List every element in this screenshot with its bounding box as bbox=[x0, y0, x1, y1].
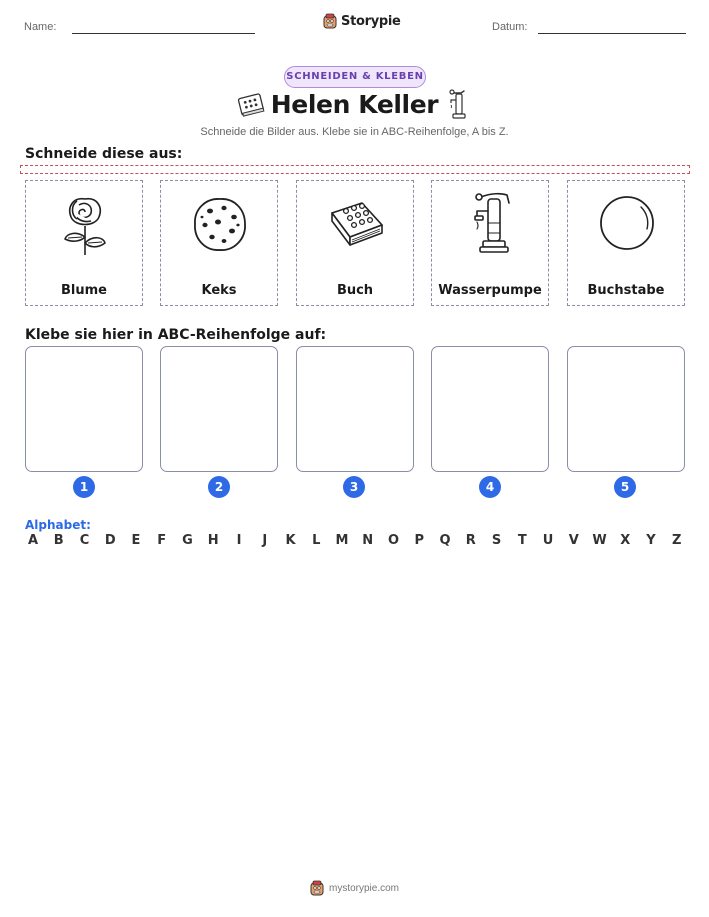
alphabet-letter: V bbox=[568, 533, 579, 548]
slot-number-badge: 5 bbox=[614, 476, 636, 498]
card-label: Blume bbox=[61, 283, 107, 298]
date-label: Datum: bbox=[492, 21, 528, 33]
alphabet-row bbox=[25, 533, 685, 548]
alphabet-letter: M bbox=[335, 533, 349, 548]
activity-badge: SCHNEIDEN & KLEBEN bbox=[284, 66, 426, 88]
cut-card-keks[interactable] bbox=[160, 180, 278, 306]
paste-slot-3[interactable] bbox=[296, 346, 414, 472]
alphabet-letter: D bbox=[104, 533, 116, 548]
name-label: Name: bbox=[24, 21, 57, 33]
paste-slot-1[interactable] bbox=[25, 346, 143, 472]
rose-icon bbox=[55, 189, 115, 259]
brand-logo bbox=[323, 13, 401, 29]
brand-name: Storypie bbox=[341, 13, 401, 29]
alphabet-letter: C bbox=[79, 533, 90, 548]
alphabet-letter: Q bbox=[439, 533, 451, 548]
card-label: Wasserpumpe bbox=[438, 283, 542, 298]
alphabet-letter: U bbox=[542, 533, 554, 548]
alphabet-letter: X bbox=[620, 533, 631, 548]
alphabet-label: Alphabet: bbox=[25, 518, 91, 532]
alphabet-letter: Z bbox=[672, 533, 682, 548]
circle-icon bbox=[597, 189, 657, 259]
card-label: Buchstabe bbox=[587, 283, 665, 298]
water-pump-icon bbox=[447, 88, 471, 120]
cut-card-buchstabe[interactable] bbox=[567, 180, 685, 306]
alphabet-letter: A bbox=[27, 533, 39, 548]
alphabet-letter: J bbox=[262, 533, 268, 548]
alphabet-letter: N bbox=[362, 533, 374, 548]
alphabet-letter: Y bbox=[646, 533, 656, 548]
footer bbox=[0, 880, 709, 896]
name-line[interactable] bbox=[72, 33, 255, 34]
slot-number-badge: 4 bbox=[479, 476, 501, 498]
alphabet-letter: O bbox=[387, 533, 400, 548]
cookie-icon bbox=[190, 189, 250, 259]
alphabet-letter: H bbox=[207, 533, 219, 548]
alphabet-letter: B bbox=[53, 533, 64, 548]
alphabet-letter: P bbox=[414, 533, 425, 548]
cut-card-buch[interactable] bbox=[296, 180, 414, 306]
alphabet-letter: W bbox=[592, 533, 607, 548]
alphabet-letter: E bbox=[131, 533, 141, 548]
braille-book-icon bbox=[326, 189, 386, 259]
alphabet-letter: R bbox=[465, 533, 476, 548]
cut-card-wasserpumpe[interactable] bbox=[431, 180, 549, 306]
alphabet-letter: I bbox=[236, 533, 242, 548]
alphabet-letter: S bbox=[491, 533, 502, 548]
cut-section-heading: Schneide diese aus: bbox=[25, 146, 183, 162]
paste-section-heading: Klebe sie hier in ABC-Reihenfolge auf: bbox=[25, 327, 327, 343]
alphabet-letter: L bbox=[312, 533, 321, 548]
cut-line bbox=[20, 165, 690, 174]
footer-url[interactable]: mystorypie.com bbox=[328, 882, 399, 894]
slot-number-badge: 2 bbox=[208, 476, 230, 498]
date-line[interactable] bbox=[538, 33, 686, 34]
storypie-logo-icon bbox=[310, 880, 324, 896]
paste-slot-4[interactable] bbox=[431, 346, 549, 472]
cut-card-blume[interactable] bbox=[25, 180, 143, 306]
paste-slot-2[interactable] bbox=[160, 346, 278, 472]
page-title: Helen Keller bbox=[270, 90, 439, 119]
slot-number-badge: 3 bbox=[343, 476, 365, 498]
card-label: Buch bbox=[336, 283, 374, 298]
alphabet-letter: K bbox=[285, 533, 296, 548]
alphabet-letter: F bbox=[157, 533, 167, 548]
slot-number-badge: 1 bbox=[73, 476, 95, 498]
instructions: Schneide die Bilder aus. Klebe sie in ABC-Reihenfolge, A bis Z. bbox=[200, 126, 509, 138]
storypie-logo-icon bbox=[323, 13, 337, 29]
alphabet-letter: G bbox=[182, 533, 193, 548]
paste-slot-5[interactable] bbox=[567, 346, 685, 472]
alphabet-letter: T bbox=[517, 533, 527, 548]
card-label: Keks bbox=[201, 283, 237, 298]
water-pump-icon bbox=[461, 189, 521, 259]
